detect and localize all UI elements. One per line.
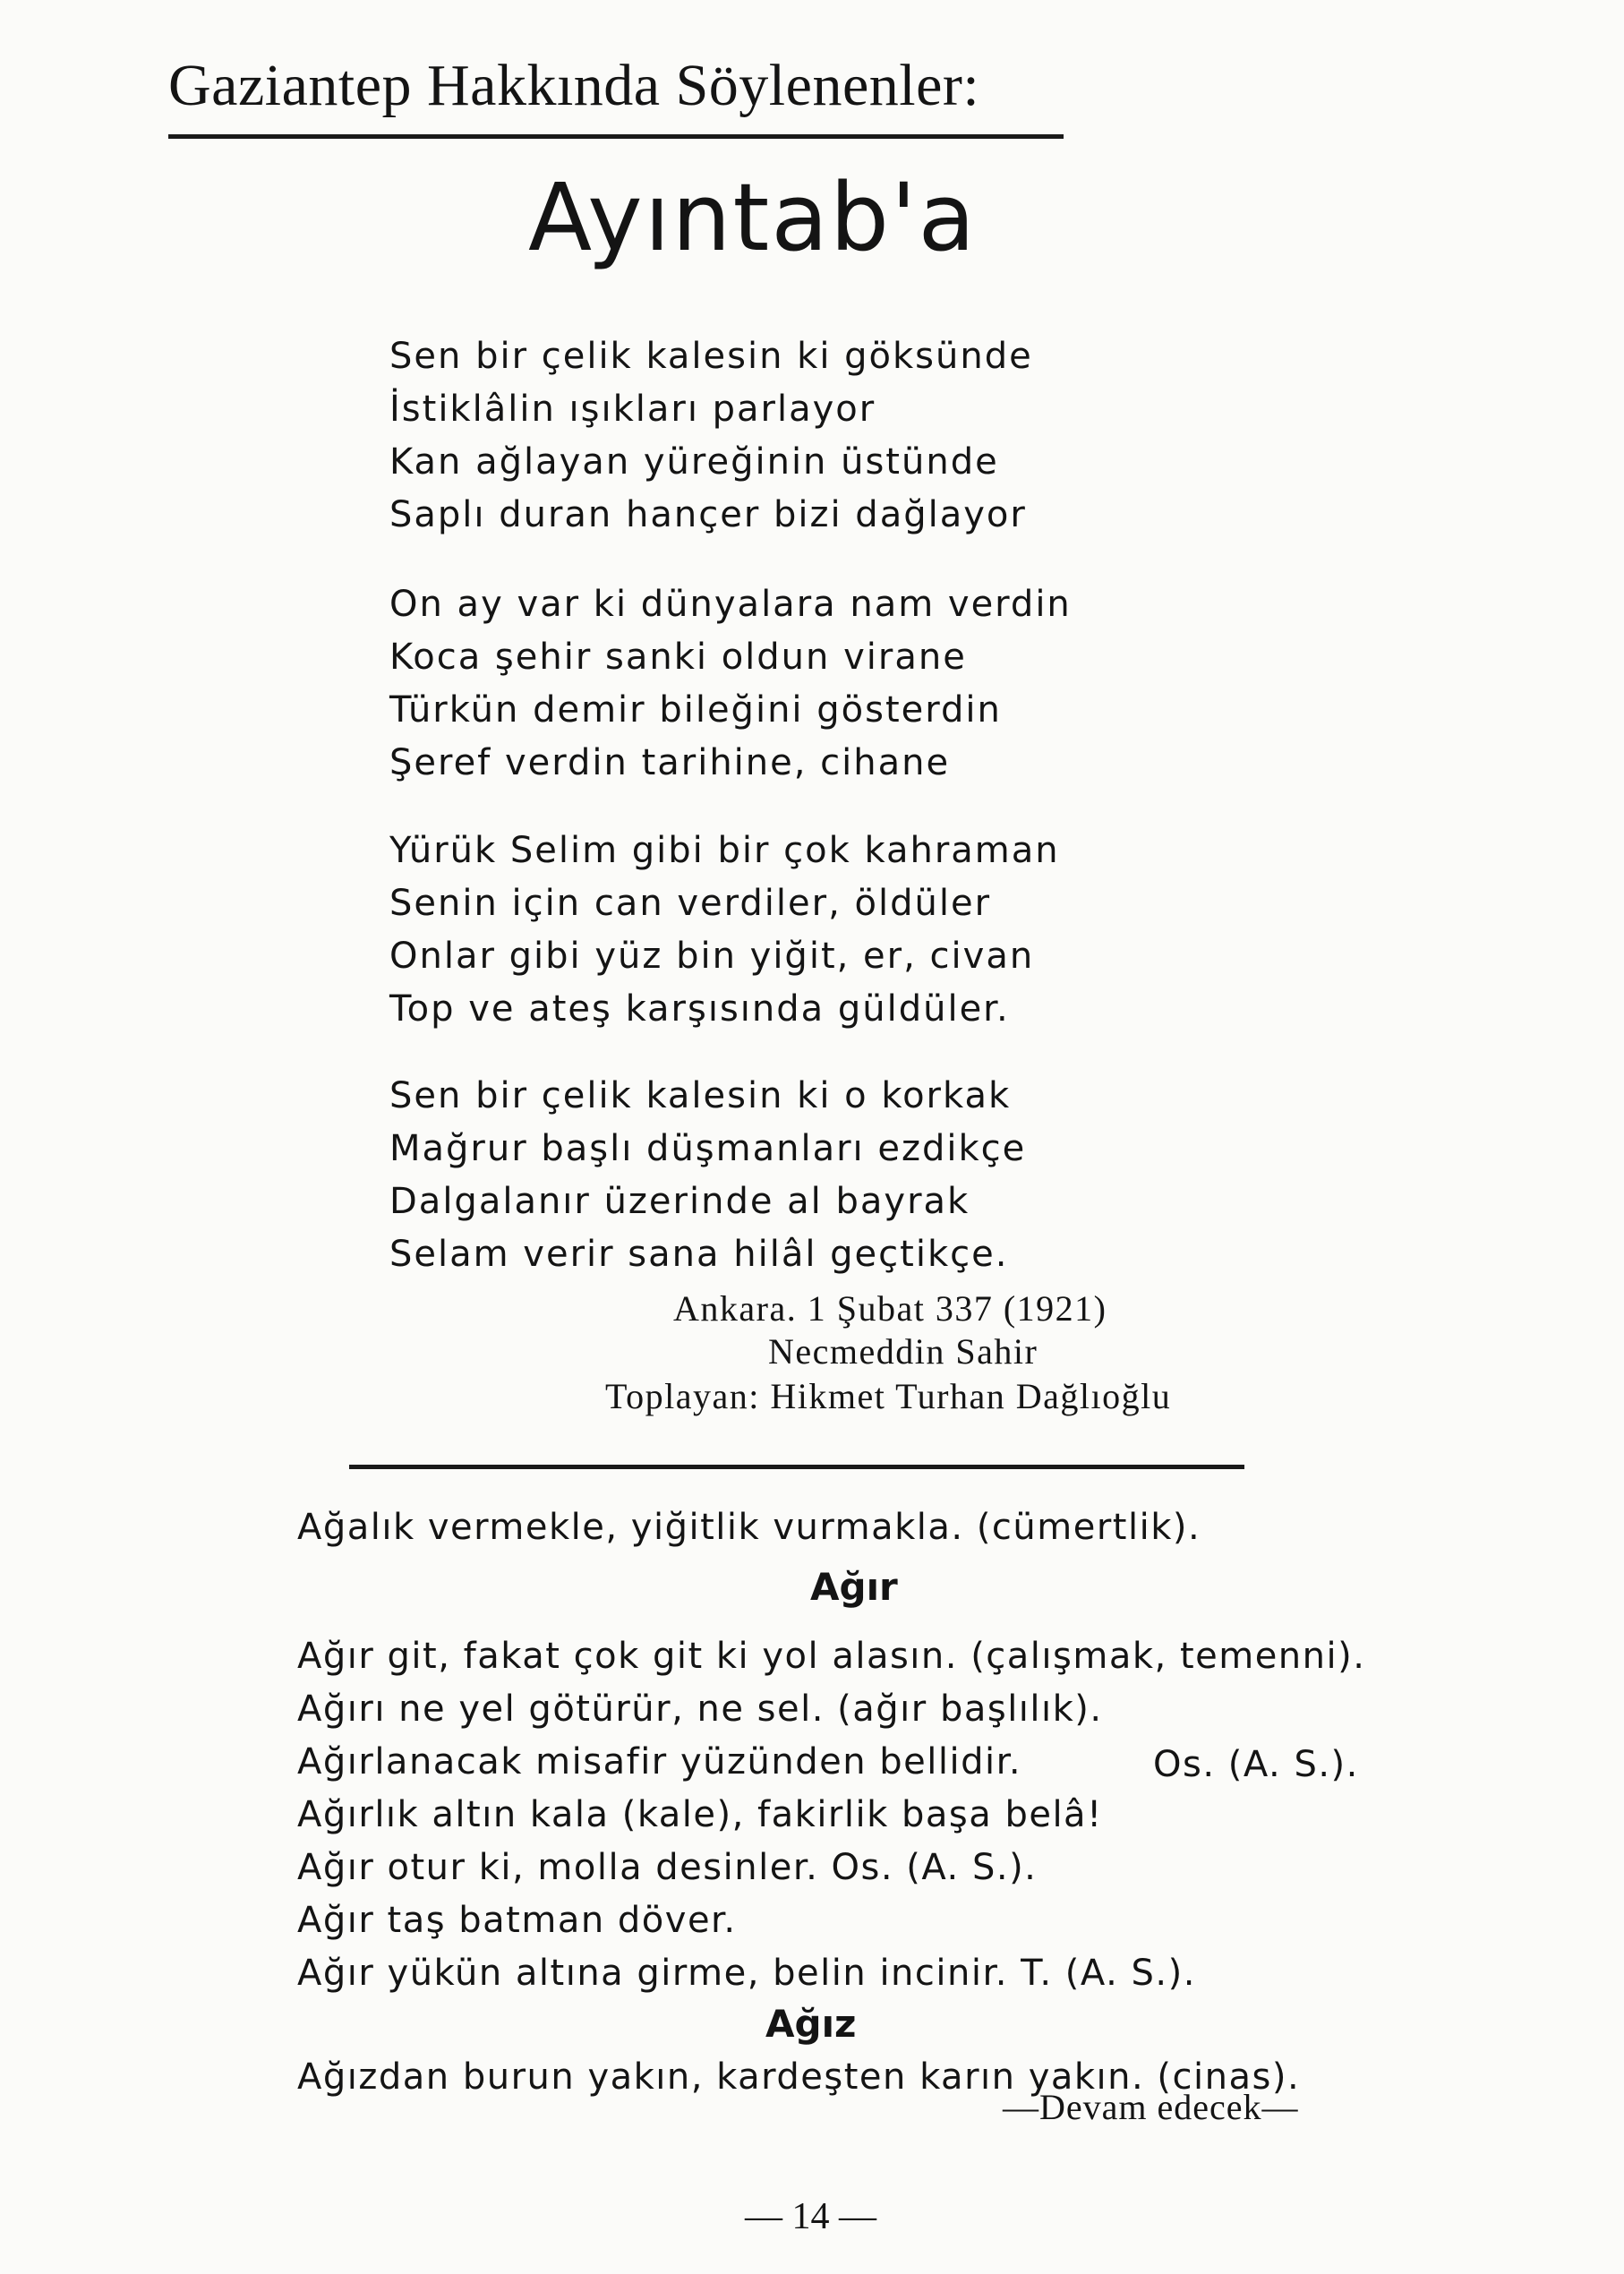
poem-line: Dalgalanır üzerinde al bayrak bbox=[389, 1181, 970, 1222]
section-divider bbox=[349, 1465, 1244, 1469]
proverb-entry: Ağırlanacak misafir yüzünden bellidir. bbox=[297, 1741, 1022, 1782]
poem-line: Top ve ateş karşısında güldüler. bbox=[389, 988, 1010, 1030]
signature-collector: Toplayan: Hikmet Turhan Dağlıoğlu bbox=[605, 1376, 1172, 1416]
proverb-entry: Ağır otur ki, molla desinler. Os. (A. S.). bbox=[297, 1847, 1038, 1888]
section-heading: Gaziantep Hakkında Söylenenler: bbox=[168, 53, 980, 118]
proverb-entry: Ağır taş batman döver. bbox=[297, 1900, 737, 1941]
proverb-entry: Ağır yükün altına girme, belin incinir. T. (A. S.). bbox=[297, 1953, 1196, 1994]
proverb-intro: Ağalık vermekle, yiğitlik vurmakla. (cümertlik). bbox=[297, 1507, 1201, 1548]
poem-line: Yürük Selim gibi bir çok kahraman bbox=[389, 830, 1060, 871]
proverb-entry: Ağızdan burun yakın, kardeşten karın yakın. (cinas). bbox=[297, 2056, 1301, 2098]
poem-line: Selam verir sana hilâl geçtikçe. bbox=[389, 1234, 1009, 1275]
signature-author: Necmeddin Sahir bbox=[768, 1331, 1039, 1372]
poem-line: Koca şehir sanki oldun virane bbox=[389, 637, 967, 678]
proverb-entry: Ağır git, fakat çok git ki yol alasın. (çalışmak, temenni). bbox=[297, 1636, 1366, 1677]
proverb-entry: Ağırlık altın kala (kale), fakirlik başa belâ! bbox=[297, 1794, 1103, 1835]
poem-line: Senin için can verdiler, öldüler bbox=[389, 883, 992, 924]
poem-line: Sen bir çelik kalesin ki göksünde bbox=[389, 336, 1033, 377]
proverb-heading: Ağır bbox=[810, 1565, 898, 1609]
poem-line: Şeref verdin tarihine, cihane bbox=[389, 742, 951, 783]
poem-line: İstiklâlin ışıkları parlayor bbox=[389, 389, 876, 430]
signature-place-date: Ankara. 1 Şubat 337 (1921) bbox=[673, 1288, 1107, 1329]
continued-note: —Devam edecek— bbox=[1003, 2087, 1299, 2127]
poem-line: Mağrur başlı düşmanları ezdikçe bbox=[389, 1128, 1027, 1169]
poem-title: Ayıntab'a bbox=[528, 163, 978, 272]
poem-line: Sen bir çelik kalesin ki o korkak bbox=[389, 1075, 1012, 1116]
heading-rule bbox=[168, 134, 1064, 139]
poem-line: Türkün demir bileğini gösterdin bbox=[389, 689, 1002, 731]
poem-line: Onlar gibi yüz bin yiğit, er, civan bbox=[389, 936, 1035, 977]
proverb-heading: Ağız bbox=[765, 2002, 857, 2046]
proverb-source: Os. (A. S.). bbox=[1153, 1744, 1359, 1785]
page-number: — 14 — bbox=[745, 2196, 876, 2237]
poem-line: Saplı duran hançer bizi dağlayor bbox=[389, 494, 1027, 535]
proverb-entry: Ağırı ne yel götürür, ne sel. (ağır başlılık). bbox=[297, 1688, 1103, 1730]
poem-line: On ay var ki dünyalara nam verdin bbox=[389, 584, 1072, 625]
poem-line: Kan ağlayan yüreğinin üstünde bbox=[389, 441, 999, 483]
